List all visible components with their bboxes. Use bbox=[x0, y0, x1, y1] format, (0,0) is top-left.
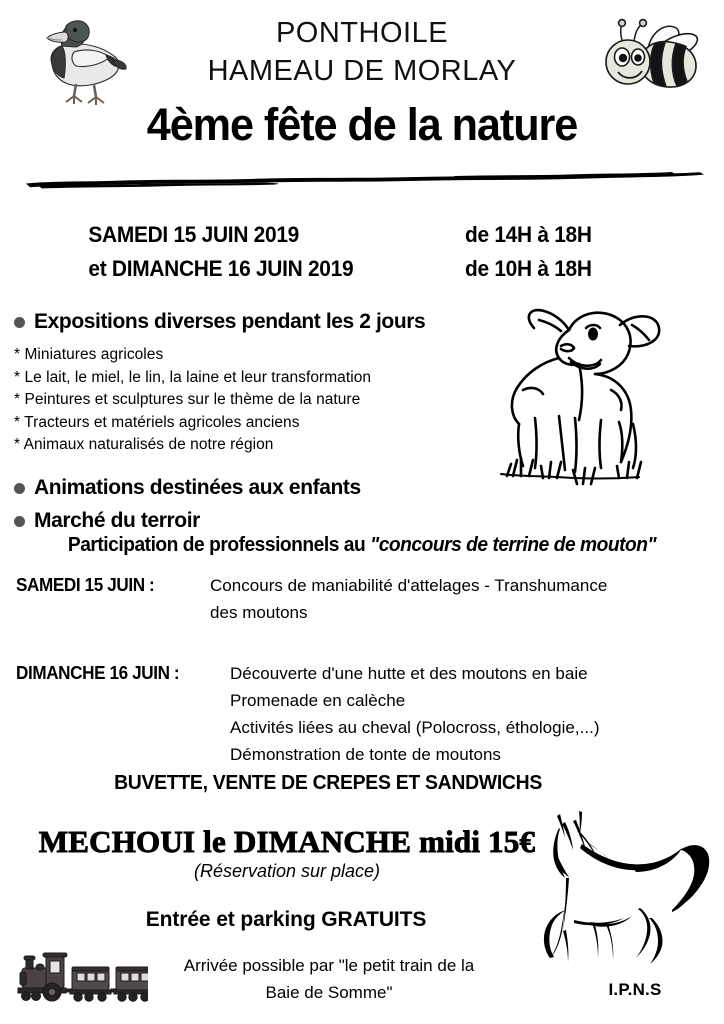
list-item: Concours de maniabilité d'attelages - Transhumance bbox=[210, 576, 608, 595]
list-item: Activités liées au cheval (Polocross, éthologie,...) bbox=[230, 718, 600, 737]
hamlet-name: HAMEAU DE MORLAY bbox=[207, 55, 517, 87]
list-item: Démonstration de tonte de moutons bbox=[230, 745, 501, 764]
date-label-sunday: et DIMANCHE 16 JUIN 2019 bbox=[88, 256, 354, 281]
bullet-dot-icon bbox=[14, 317, 25, 328]
arrival-info bbox=[150, 952, 508, 1006]
list-item: Découverte d'une hutte et des moutons en baie bbox=[230, 664, 588, 683]
page-title: 4ème fête de la nature bbox=[146, 99, 578, 150]
bullet-animations-label: Animations destinées aux enfants bbox=[34, 476, 361, 499]
activities-bullets bbox=[14, 474, 484, 540]
list-item: * Peintures et sculptures sur le thème de la nature bbox=[14, 391, 361, 408]
date-row bbox=[0, 256, 724, 290]
brush-divider bbox=[24, 166, 708, 192]
participation-prefix: Participation de professionnels au bbox=[67, 534, 371, 556]
lamb-icon bbox=[487, 298, 702, 503]
mechoui-headline: MECHOUI le DIMANCHE midi 15€ bbox=[38, 824, 536, 859]
list-item: * Miniatures agricoles bbox=[14, 346, 164, 363]
entry-line: Entrée et parking GRATUITS bbox=[145, 908, 427, 931]
arrival-line-1: Arrivée possible par "le petit train de la bbox=[183, 956, 475, 975]
expositions-list bbox=[14, 344, 484, 457]
program-spacer bbox=[16, 626, 716, 660]
program-section bbox=[16, 572, 716, 768]
program-items-saturday bbox=[210, 572, 607, 626]
program-items-sunday bbox=[230, 660, 600, 768]
date-label-saturday: SAMEDI 15 JUIN 2019 bbox=[88, 222, 299, 247]
date-row bbox=[0, 222, 724, 256]
ipns-label: I.P.N.S bbox=[608, 980, 662, 999]
expositions-heading-label: Expositions diverses pendant les 2 jours bbox=[34, 310, 426, 333]
list-item: Promenade en calèche bbox=[230, 691, 406, 710]
date-time-sunday: de 10H à 18H bbox=[465, 256, 592, 281]
program-day-sunday: DIMANCHE 16 JUIN : bbox=[16, 663, 180, 683]
arrival-line-2: Baie de Somme" bbox=[265, 983, 393, 1002]
train-icon bbox=[12, 942, 148, 1008]
list-item: * Animaux naturalisés de notre région bbox=[14, 436, 274, 453]
bullet-dot-icon bbox=[14, 483, 25, 494]
list-item: des moutons bbox=[210, 603, 308, 622]
bullet-dot-icon bbox=[14, 516, 25, 527]
town-name: PONTHOILE bbox=[275, 17, 449, 49]
bullet-marche bbox=[14, 507, 484, 535]
mechoui-note: (Réservation sur place) bbox=[193, 861, 381, 881]
list-item: * Tracteurs et matériels agricoles anciens bbox=[14, 413, 300, 431]
date-time-saturday: de 14H à 18H bbox=[465, 222, 592, 247]
list-item: * Le lait, le miel, le lin, la laine et leur transformation bbox=[14, 368, 372, 386]
participation-line bbox=[14, 534, 709, 557]
bullet-marche-label: Marché du terroir bbox=[34, 509, 200, 532]
poster-header bbox=[0, 14, 724, 152]
participation-quoted: "concours de terrine de mouton" bbox=[370, 534, 657, 556]
program-day-saturday: SAMEDI 15 JUIN : bbox=[16, 575, 155, 595]
program-row-saturday bbox=[16, 572, 716, 626]
refreshments-line: BUVETTE, VENTE DE CREPES ET SANDWICHS bbox=[114, 772, 543, 794]
expositions-heading bbox=[14, 308, 484, 336]
bullet-animations bbox=[14, 474, 484, 502]
expositions-section bbox=[14, 308, 484, 457]
program-row-sunday bbox=[16, 660, 716, 768]
event-dates bbox=[0, 222, 724, 290]
